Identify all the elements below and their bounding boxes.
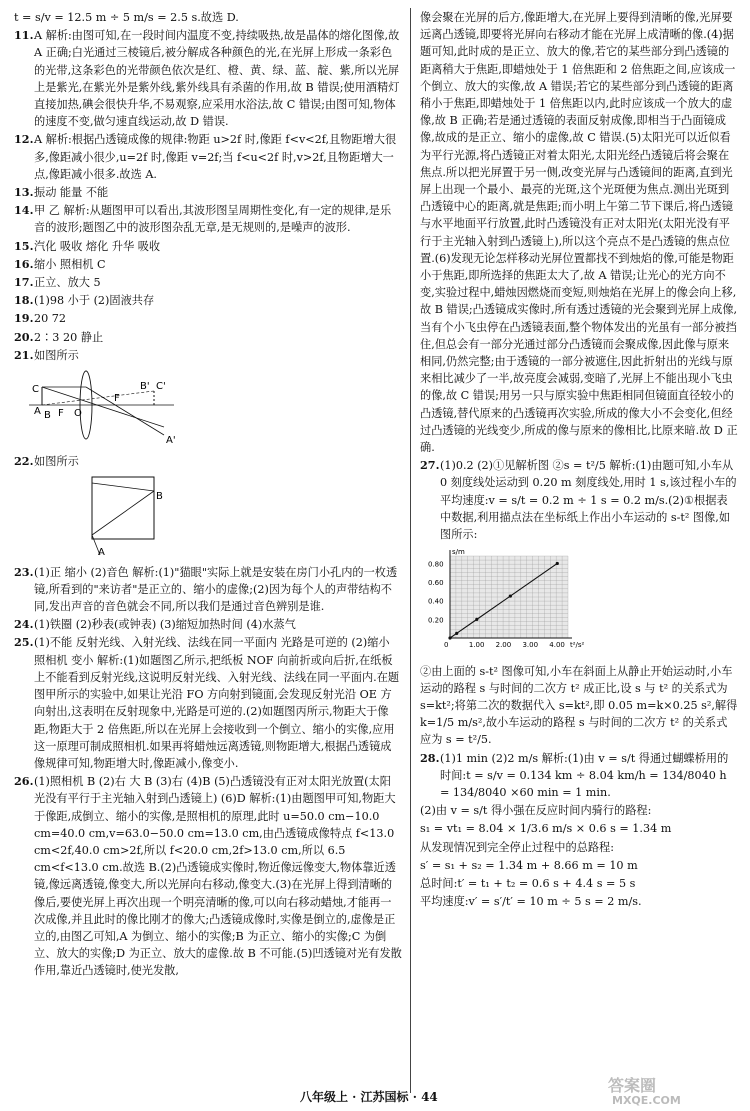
watermark-text: 答案圈 [608,1076,657,1095]
answer-18 [14,292,402,309]
answer-text: (1)照相机 B (2)右 大 B (3)右 (4)B (5)凸透镜没有正对太阳光放置(太阳光没有平行于主光轴入射到凸透镜上) (6)D 解析:(1)由题图甲可知,物距大于像距,成倒立、缩小的实像,是照相机的原理,此时 u=50.0 cm−10.0 cm=40.0 cm,v=63.0−50.0 cm=13.0 cm,由凸透镜成像特点 f<13.0 cm<2f,40.0 cm>2f,所以 f<20.0 cm,2f>13.0 cm,所以 6.5 cm<f<13.0 cm.故选 B.(2)凸透镜成实像时,物近像远像变大,物体靠近透镜,像远离透镜,像变大,所以光屏向右移动,像变大.(3)在光屏上得到清晰的像后,要使光屏上再次出现一个明亮清晰的像,可以向右移动蜡烛,才能再一次成像,并且此时的像比刚才的像大;凸透镜成像时,实像是倒立的,虚像是正立的,由图乙可知,A 为倒立、缩小的实像;B 为正立、缩小的实像;C 为倒立、放大的实像;D 为正立、放大的虚像.故 B 不可能.(5)凹透镜对光有发散作用,靠近凸透镜时,使光发散, [34,775,402,978]
answer-21 [14,347,402,364]
answer-text: 如图所示 [34,348,79,362]
watermark-logo [602,1073,742,1107]
x-tick-label: 3.00 [522,641,539,650]
fig22-label: A [98,547,105,558]
data-point [475,618,478,621]
answer-number: 24. [14,617,34,632]
answer-text: 汽化 吸收 熔化 升华 吸收 [34,239,161,253]
right-column [420,8,738,911]
data-point [448,637,451,640]
s-t2-chart-svg [420,544,590,656]
answer-text: 缩小 照相机 C [34,257,106,271]
answer-number: 28. [420,750,440,765]
fig21-label: A [34,406,41,418]
data-point [509,595,512,598]
x-axis-label: t²/s² [570,641,585,650]
answer-28-line: 从发现情况到完全停止过程中的总路程: [420,840,614,854]
answer-text: (1)不能 反射光线、入射光线、法线在同一平面内 光路是可逆的 (2)缩小 照相机 变小 解析:(1)如题图乙所示,把纸板 NOF 向前折或向后折,在纸板上不能看到反射光线,这说明反射光线、入射光线、法线在同一平面内.在题图甲所示的实验中,如果让光沿 FO 方向射到镜面,会发现反射光沿 OE 方向射出,这表明在反射现象中,光路是可逆的.(2)如题图丙所示,物距大于像距,物距大于 2 倍焦距,所以在光屏上会接收到一个倒立、缩小的实像,应用这一原理可制成照相机.如果再将蜡烛远离透镜,则物距增大,根据凸透镜成像规律可知,物距增大时,像距减小,像变小. [34,636,400,770]
answer-28-line: s′ = s₁ + s₂ = 1.34 m + 8.66 m = 10 m [420,858,638,872]
answer-text: 甲 乙 解析:从题图甲可以看出,其波形图呈周期性变化,有一定的规律,是乐音的波形;题图乙中的波形图杂乱无章,是无规则的,是噪声的波形. [34,204,392,235]
answer-text: 如图所示 [34,455,79,469]
answer-27-continued: ②由上面的 s-t² 图像可知,小车在斜面上从静止开始运动时,小车运动的路程 s 与时间的二次方 t² 成正比,设 s 与 t² 的关系式为 s=kt²;将第二次的数据代入 s=kt²,即 0.05 m=k×0.25 s²,解得 k=1/5 m/s²,故小车运动的路程 s 与时间的二次方 t² 的关系式应为 s = t²/5. [420,664,738,747]
answer-number: 23. [14,564,34,579]
ray-dash [42,391,154,405]
s-t2-chart [420,544,738,661]
answer-number: 14. [14,203,34,218]
answer-17 [14,274,402,291]
answer-number: 11. [14,28,34,43]
y-axis-label: s/m [452,548,465,557]
answer-number: 18. [14,293,34,308]
answer-10-tail: t = s/v = 12.5 m ÷ 5 m/s = 2.5 s.故选 D. [14,11,239,24]
answer-number: 13. [14,185,34,200]
ray-3 [42,387,164,427]
data-point [556,562,559,565]
fig21-label: C [32,384,39,396]
x-tick-label: 2.00 [495,641,512,650]
answer-15 [14,238,402,255]
y-tick-label: 0.80 [428,560,444,569]
answer-16 [14,256,402,273]
answer-number: 15. [14,238,34,253]
mirror-ray-svg [14,471,214,557]
left-column [14,8,402,981]
fig21-label: O [74,408,82,420]
answer-text: 20 72 [34,312,67,326]
page-footer: 八年级上 · 江苏国标 · 44 [300,1090,438,1104]
fig21-label: A' [166,435,176,447]
lens-ray-svg [14,365,214,447]
answer-text: (1)1 min (2)2 m/s 解析:(1)由 v = s/t 得通过蝴蝶桥用的时间:t = s/v = 0.134 km ÷ 8.04 km/h = 134/8040 h = 134/8040 ×60 min = 1 min. [440,751,729,799]
answer-14 [14,202,402,236]
answer-27 [420,457,738,543]
column-divider [410,8,411,1093]
answer-11 [14,27,402,130]
answer-26 [14,773,402,979]
x-tick-label: 1.00 [468,641,485,650]
answer-23 [14,564,402,616]
answer-number: 22. [14,454,34,469]
watermark-url: MXQE.COM [612,1094,681,1107]
answer-number: 25. [14,635,34,650]
answer-number: 19. [14,311,34,326]
y-tick-label: 0.60 [428,579,444,588]
answer-12 [14,131,402,183]
data-point [455,632,458,635]
fig22-label: B [156,491,163,503]
answer-28-line: (2)由 v = s/t 得小强在反应时间内骑行的路程: [420,804,652,818]
y-tick-label: 0.20 [428,616,444,625]
answer-number: 16. [14,256,34,271]
answer-text: 正立、放大 5 [34,276,101,290]
ray-out [92,491,154,535]
answer-text: A 解析:根据凸透镜成像的规律:物距 u>2f 时,像距 f<v<2f,且物距增大很多,像距减小很少,u=2f 时,像距 v=2f;当 f<u<2f 时,v>2f,且物距增大一点,像距减小很多.故选 A. [34,133,397,181]
answer-text: 2∶3 20 静止 [34,330,104,344]
answer-text: 振动 能量 不能 [34,186,109,200]
y-tick-label: 0.40 [428,598,444,607]
fig21-label: F [58,408,64,420]
answer-28-line: s₁ = vt₁ = 8.04 × 1/3.6 m/s × 0.6 s = 1.34 m [420,822,672,836]
fig21-label: B' [140,381,150,393]
x-tick-label: 4.00 [549,641,565,650]
lens-ray-diagram [14,365,402,452]
fig21-label: F [114,393,120,405]
answer-28-line: 平均速度:v′ = s′/t′ = 10 m ÷ 5 s = 2 m/s. [420,895,642,909]
fig21-label: B [44,410,51,422]
answer-19 [14,310,402,327]
mirror-ray-diagram [14,471,402,562]
answer-text: (1)0.2 (2)①见解析图 ②s = t²/5 解析:(1)由题可知,小车从 0 刻度线处运动到 0.20 m 刻度线处,用时 1 s,该过程小车的平均速度:v = s/t = 0.2 m ÷ 1 s = 0.2 m/s.(2)①根据表中数据,利用描点法在坐标纸上作出小车运动的 s-t² 图像,如图所示: [440,459,737,542]
box [92,477,154,539]
answer-number: 26. [14,774,34,789]
answer-28 [420,750,738,802]
answer-text: (1)98 小于 (2)固液共存 [34,294,155,308]
answer-22 [14,453,402,470]
ray-in [92,483,154,491]
answer-13 [14,184,402,201]
answer-24 [14,616,402,633]
answer-number: 27. [420,458,440,473]
answer-25 [14,634,402,772]
answer-number: 17. [14,275,34,290]
answer-number: 21. [14,347,34,362]
origin-label: 0 [444,641,449,650]
ray-2 [86,387,164,435]
answer-text: (1)铁圈 (2)秒表(或钟表) (3)缩短加热时间 (4)水蒸气 [34,618,296,632]
answer-26-continued: 像会聚在光屏的后方,像距增大,在光屏上要得到清晰的像,光屏要远离凸透镜,即要将光屏向右移动才能在光屏上成清晰的像.(4)据题可知,此时成的是正立、放大的像,若它的某些部分到凸透镜的距离稍大于焦距,即蜡烛处于 1 倍焦距和 2 倍焦距之间,应该成一个倒立、放大的实像,故 A 错误;若它的某些部分到凸透镜的距离稍小于焦距,即蜡烛处于 1 倍焦距以内,此时应该成一个放大的虚像,故 B 正确;若是通过透镜的表面反射成像,即相当于凸面镜成像,故成的是正立、缩小的虚像,故 C 错误.(5)太阳光可以近似看为平行光源,将凸透镜正对着太阳光,太阳光经凸透镜后将会聚在焦点.所以把光屏置于另一侧,改变光屏与凸透镜间的距离,直到光屏上出现一个最小、最亮的光斑,这个光斑便为焦点.测出光斑到凸透镜中心的距离,就是焦距;而小明上午第二节下课后,将凸透镜与水平地面平行放置,此时凸透镜没有正对太阳光(太阳光没有平行于主光轴入射到凸透镜上),所以这个亮点不是凸透镜的焦点位置.(6)发现无论怎样移动光屏位置都找不到烛焰的像,可能是物距小于焦距,即所选择的焦距太大了,故 A 错误;让光心的光方向不变,实验过程中,蜡烛因燃烧而变短,则烛焰在光屏上的像会向上移,故 B 错误;凸透镜成实像时,所有透过透镜的光会聚到光屏上成像,当有个小飞虫停在凸透镜表面,整个物体发出的光虽有一部分被挡住,但总会有一部分光通过部分凸透镜而会聚成像,因此像与原来相同,仍然完整;由于透镜的一部分被遮住,因此折射出的光线与原来相比减少了一半,故亮度会减弱,变暗了,光屏上不能出现小飞虫的像,故 C 错误;用另一只与原实验中焦距相同但镜面直径较小的凸透镜,替代原来的凸透镜再次实验,所成的像大小不会变化,但经过凸透镜的光线变少,所成的像与原来的像相比,比原来暗.故 D 正确. [420,11,738,455]
answer-text: A 解析:由图可知,在一段时间内温度不变,持续吸热,故是晶体的熔化图像,故 A 正确;白光通过三棱镜后,被分解成各种颜色的光,在光屏上形成一条彩色的光带,这条彩色的光带颜色依次是红、橙、黄、绿、蓝、靛、紫,所以光屏上是紫光,在紫光外是紫外线,紫外线具有杀菌的作用,故 B 错误;使用酒精灯直接加热,碘会很快升华,不易观察,应采用水浴法,故 C 错误;由图可知,物体的速度不变,做匀速直线运动,故 D 错误. [34,29,400,129]
answer-20 [14,329,402,346]
fig21-label: C' [156,381,166,393]
answer-text: (1)正 缩小 (2)音色 解析:(1)"猫眼"实际上就是安装在房门小孔内的一枚透镜,所看到的"来访者"是正立的、缩小的虚像;(2)因为每个人的声带结构不同,发出声音的音色就会不同,所以我们是通过音色辨别是谁. [34,565,398,614]
answer-number: 12. [14,132,34,147]
answer-number: 20. [14,329,34,344]
answer-28-line: 总时间:t′ = t₁ + t₂ = 0.6 s + 4.4 s = 5 s [420,876,636,890]
